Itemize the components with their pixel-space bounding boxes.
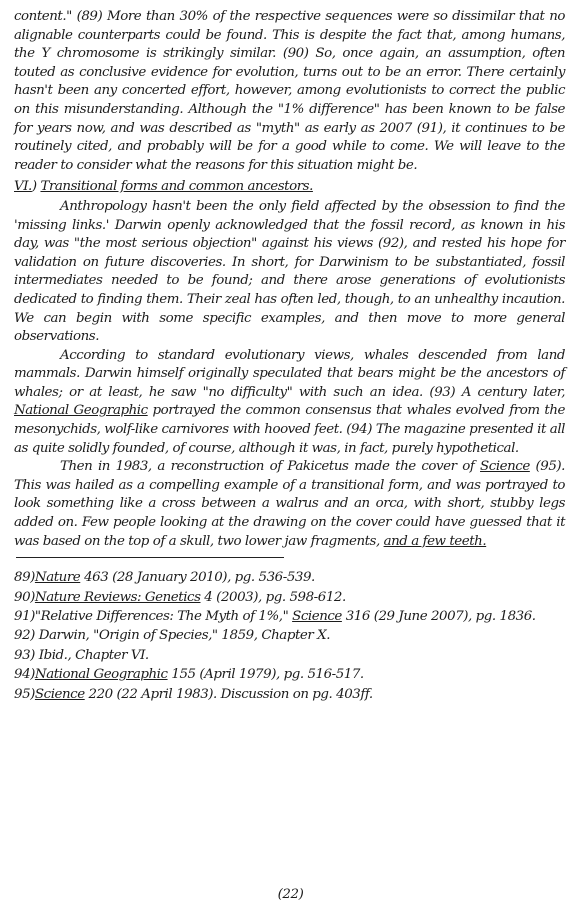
section-heading: [14, 178, 565, 197]
section-title: Transitional forms and common ancestors.: [40, 179, 313, 195]
page-number: (22): [277, 887, 304, 902]
continuation-paragraph: content." (89) More than 30% of the respective sequences were so dissimilar that no alignable counterparts could be found. This is despite the fact that, among humans, the Y chromosome is strikingly similar. (90) So, once again, an assumption, often touted as conclusive evidence for evolution, turns out to be an error. There certainly hasn't been any concerted effort, however, among evolutionists to correct the public on this misunderstanding. Although the "1% difference" has been known to be false for years now, and was described as "myth" as early as 2007 (91), it continues to be routinely cited, and probably will be for a good while to come. We will leave to the reader to consider what the reasons for this situation might be.: [14, 9, 565, 173]
footnote-94: 94)National Geographic 155 (April 1979), pg. 516-517.: [14, 667, 364, 683]
footnote-list: [14, 568, 565, 704]
footnote-93: 93) Ibid., Chapter VI.: [14, 647, 149, 663]
paragraph-pakicetus: Then in 1983, a reconstruction of Pakicetus made the cover of Science (95). This was hailed as a compelling example of a transitional form, and was portrayed to look something like a cross between a walrus and an orca, with short, stubby legs added on. Few people looking at the drawing on the cover could have guessed that it was based on the top of a skull, two lower jaw fragments, and a few teeth.: [14, 459, 565, 549]
footnote-92: 92) Darwin, "Origin of Species," 1859, Chapter X.: [14, 628, 331, 644]
footnote-91: 91)"Relative Differences: The Myth of 1%," Science 316 (29 June 2007), pg. 1836.: [14, 609, 536, 625]
footnote-89: 89)Nature 463 (28 January 2010), pg. 536-539.: [14, 570, 315, 586]
section-paren: ): [31, 179, 37, 195]
footnote-95: 95)Science 220 (22 April 1983). Discussion on pg. 403ff.: [14, 686, 373, 702]
paragraph-anthropology: Anthropology hasn't been the only field affected by the obsession to find the 'missing links.' Darwin openly acknowledged that the fossil record, as known in his day, was "the most serious objection" against his views (92), and rested his hope for validation on future discoveries. In short, for Darwinism to be substantiated, fossil intermediates needed to be found; and there arose generations of evolutionists dedicated to finding them. Their zeal has often led, though, to an unhealthy incaution. We can begin with some specific examples, and then move to more general observations.: [14, 198, 565, 345]
paragraph-whales: According to standard evolutionary views, whales descended from land mammals. Darwin himself originally speculated that bears might be the ancestors of whales; or at least, he saw "no difficulty" with such an idea. (93) A century later, National Geographic portrayed the common consensus that whales evolved from the mesonychids, wolf-like carnivores with hooved feet. (94) The magazine presented it all as quite solidly founded, of course, although it was, in fact, purely hypothetical.: [14, 347, 566, 456]
publication-science: Science: [480, 459, 530, 475]
publication-national-geographic: National Geographic: [14, 403, 148, 419]
section-number: VI.: [14, 179, 32, 195]
footnote-90: 90)Nature Reviews: Genetics 4 (2003), pg. 598-612.: [14, 589, 346, 605]
footnote-divider: [16, 557, 284, 558]
